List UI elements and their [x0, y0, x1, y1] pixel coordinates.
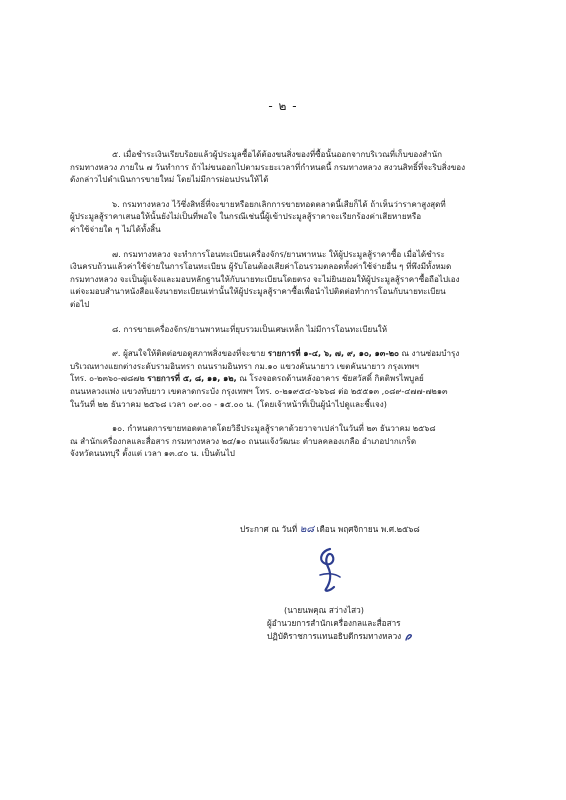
clause-9-line-2: บริเวณทางแยกต่างระดับรามอินทรา ถนนรามอินทรา กม.๑๐ แขวงคันนายาว เขตคันนายาว กรุงเทพฯ: [70, 360, 419, 371]
announcement-day: ๒๘: [299, 524, 315, 535]
clause-5: [70, 148, 490, 186]
clause-6-line-3: ค่าใช้จ่ายใด ๆ ไม่ได้ทั้งสิ้น: [70, 223, 161, 234]
clause-9-line-1-text: ๙. ผู้สนใจให้ติดต่อขอดูสภาพสิ่งของที่จะขาย: [112, 348, 268, 359]
clause-8: [70, 323, 490, 336]
clause-7-line-2: เงินครบถ้วนแล้วค่าใช้จ่ายในการโอนทะเบียน ผู้รับโอนต้องเสียค่าโอนรวมตลอดทั้งค่าใช้จ่ายอื่น ๆ ที่พึงมีทั้งหมด: [70, 261, 452, 272]
clause-6: [70, 198, 490, 236]
clause-9: [70, 347, 490, 410]
clause-9-line-1: [70, 347, 490, 360]
signatory-name: (นายนพคุณ สว่างไสว): [284, 605, 364, 615]
clause-5-line-3: ดังกล่าวไปดำเนินการขายใหม่ โดยไม่มีการผ่อนปรนให้ได้: [70, 174, 269, 185]
clause-7: [70, 248, 490, 311]
page-number: - ๒ -: [268, 99, 298, 113]
clause-9-line-3-end: ณ โรงจอดรถด้านหลังอาคาร ชัยสวัสดิ์ กิตติพรไพบูลย์: [236, 373, 424, 384]
clause-9-item-list-b: รายการที่ ๕, ๘, ๑๑, ๑๒,: [147, 373, 237, 384]
clause-5-line-2: กรมทางหลวง ภายใน ๗ วันทำการ ถ้าไม่ขนออกไปตามระยะเวลาที่กำหนดนี้ กรมทางหลวง สงวนสิทธิ์ที่จะริบสิ่งของ: [70, 161, 466, 172]
signatory-acting-text: ปฏิบัติราชการแทนอธิบดีกรมทางหลวง: [267, 631, 402, 641]
signatory: [267, 604, 414, 643]
clause-5-line-1: ๕. เมื่อชำระเงินเรียบร้อยแล้วผู้ประมูลซื้อได้ต้องขนสิ่งของที่ซื้อนั้นออกจากบริเวณที่เก็บของสำนัก: [112, 149, 443, 159]
clause-6-line-1: ๖. กรมทางหลวง ไว้ซึ่งสิทธิ์ที่จะขายหรือยกเลิกการขายทอดตลาดนี้เสียก็ได้ ถ้าเห็นว่าราคาสูงสุดที่: [112, 198, 446, 209]
clause-10-line-2: ณ สำนักเครื่องกลและสื่อสาร กรมทางหลวง ๒๔/๑๐ ถนนแจ้งวัฒนะ ตำบลคลองเกลือ อำเภอปากเกร็ด: [70, 435, 417, 446]
clause-10-line-3: จังหวัดนนทบุรี ตั้งแต่ เวลา ๑๓.๔๐ น. เป็นต้นไป: [70, 448, 235, 459]
announcement-date: [240, 523, 540, 536]
announcement-year: พ.ศ.๒๕๖๘: [380, 524, 420, 534]
signature-icon: [300, 545, 360, 595]
announcement-body: [70, 148, 490, 472]
clause-10-line-1: ๑๐. กำหนดการขายทอดตลาดโดยวิธีประมูลสู้ราคาด้วยวาจาเปล่าในวันที่ ๒๓ ธันวาคม ๒๕๖๘: [112, 423, 436, 434]
clause-9-line-1-end: ณ งานซ่อมบำรุง: [398, 348, 460, 359]
clause-9-line-3-phone: โทร. ๐-๒๓๖๐-๗๘๗๒: [70, 373, 148, 384]
signatory-title: ผู้อำนวยการสำนักเครื่องกลและสื่อสาร: [267, 618, 401, 628]
announcement-prefix: ประกาศ ณ วันที่: [240, 524, 298, 534]
clause-10: [70, 422, 490, 460]
clause-9-line-4: ถนนหลวงแพ่ง แขวงทับยาว เขตลาดกระบัง กรุงเทพฯ โทร. ๐-๒๑๙๕๔-๖๖๖๘ ต่อ ๒๕๕๑๓ ,๐๘๙-๔๗๗-๗๒๑๓: [70, 385, 448, 396]
clause-7-line-5: ต่อไป: [70, 298, 90, 309]
clause-8-line-1: ๘. การขายเครื่องจักร/ยานพาหนะที่ยุบรวมเป็นเศษเหล็ก ไม่มีการโอนทะเบียนให้: [112, 323, 388, 334]
clause-7-line-3: กรมทางหลวง จะเป็นผู้แจ้งและมอบหลักฐานให้กับนายทะเบียนโดยตรง จะไม่ยินยอมให้ผู้ประมูลสู้ราคาซื้อถือไปเอง: [70, 273, 460, 284]
announcement-month: พฤศจิกายน: [337, 524, 379, 534]
announcement-month-label: เดือน: [316, 524, 336, 534]
clause-6-line-2: ผู้ประมูลสู้ราคาเสนอให้นั้นยังไม่เป็นที่พอใจ ในกรณีเช่นนี้ผู้เข้าประมูลสู้ราคาจะเรียกร้องค่าเสียหายหรือ: [70, 211, 422, 222]
clause-9-item-list-a: รายการที่ ๑-๔, ๖, ๗, ๙, ๑๐, ๑๓-๒๐: [267, 348, 399, 359]
clause-7-line-1: ๗. กรมทางหลวง จะทำการโอนทะเบียนเครื่องจักร/ยานพาหนะ ให้ผู้ประมูลสู้ราคาซื้อ เมื่อได้ชำระ: [112, 248, 445, 259]
signatory-acting: [267, 630, 414, 643]
initial-mark-icon: [404, 632, 414, 642]
announcement-date-row: [240, 523, 540, 536]
clause-9-line-5: ในวันที่ ๒๒ ธันวาคม ๒๕๖๘ เวลา ๐๙.๐๐ - ๑๕.๐๐ น. (โดยเจ้าหน้าที่เป็นผู้นำไปดูและชี้แจง): [70, 398, 387, 409]
clause-9-line-3: [70, 372, 490, 385]
clause-7-line-4: แต่จะมอบสำนาหนังสือแจ้งนายทะเบียนเท่านั้นให้ผู้ประมูลสู้ราคาซื้อเพื่อนำไปติดต่อทำการโอนกับนายทะเบียน: [70, 286, 446, 297]
